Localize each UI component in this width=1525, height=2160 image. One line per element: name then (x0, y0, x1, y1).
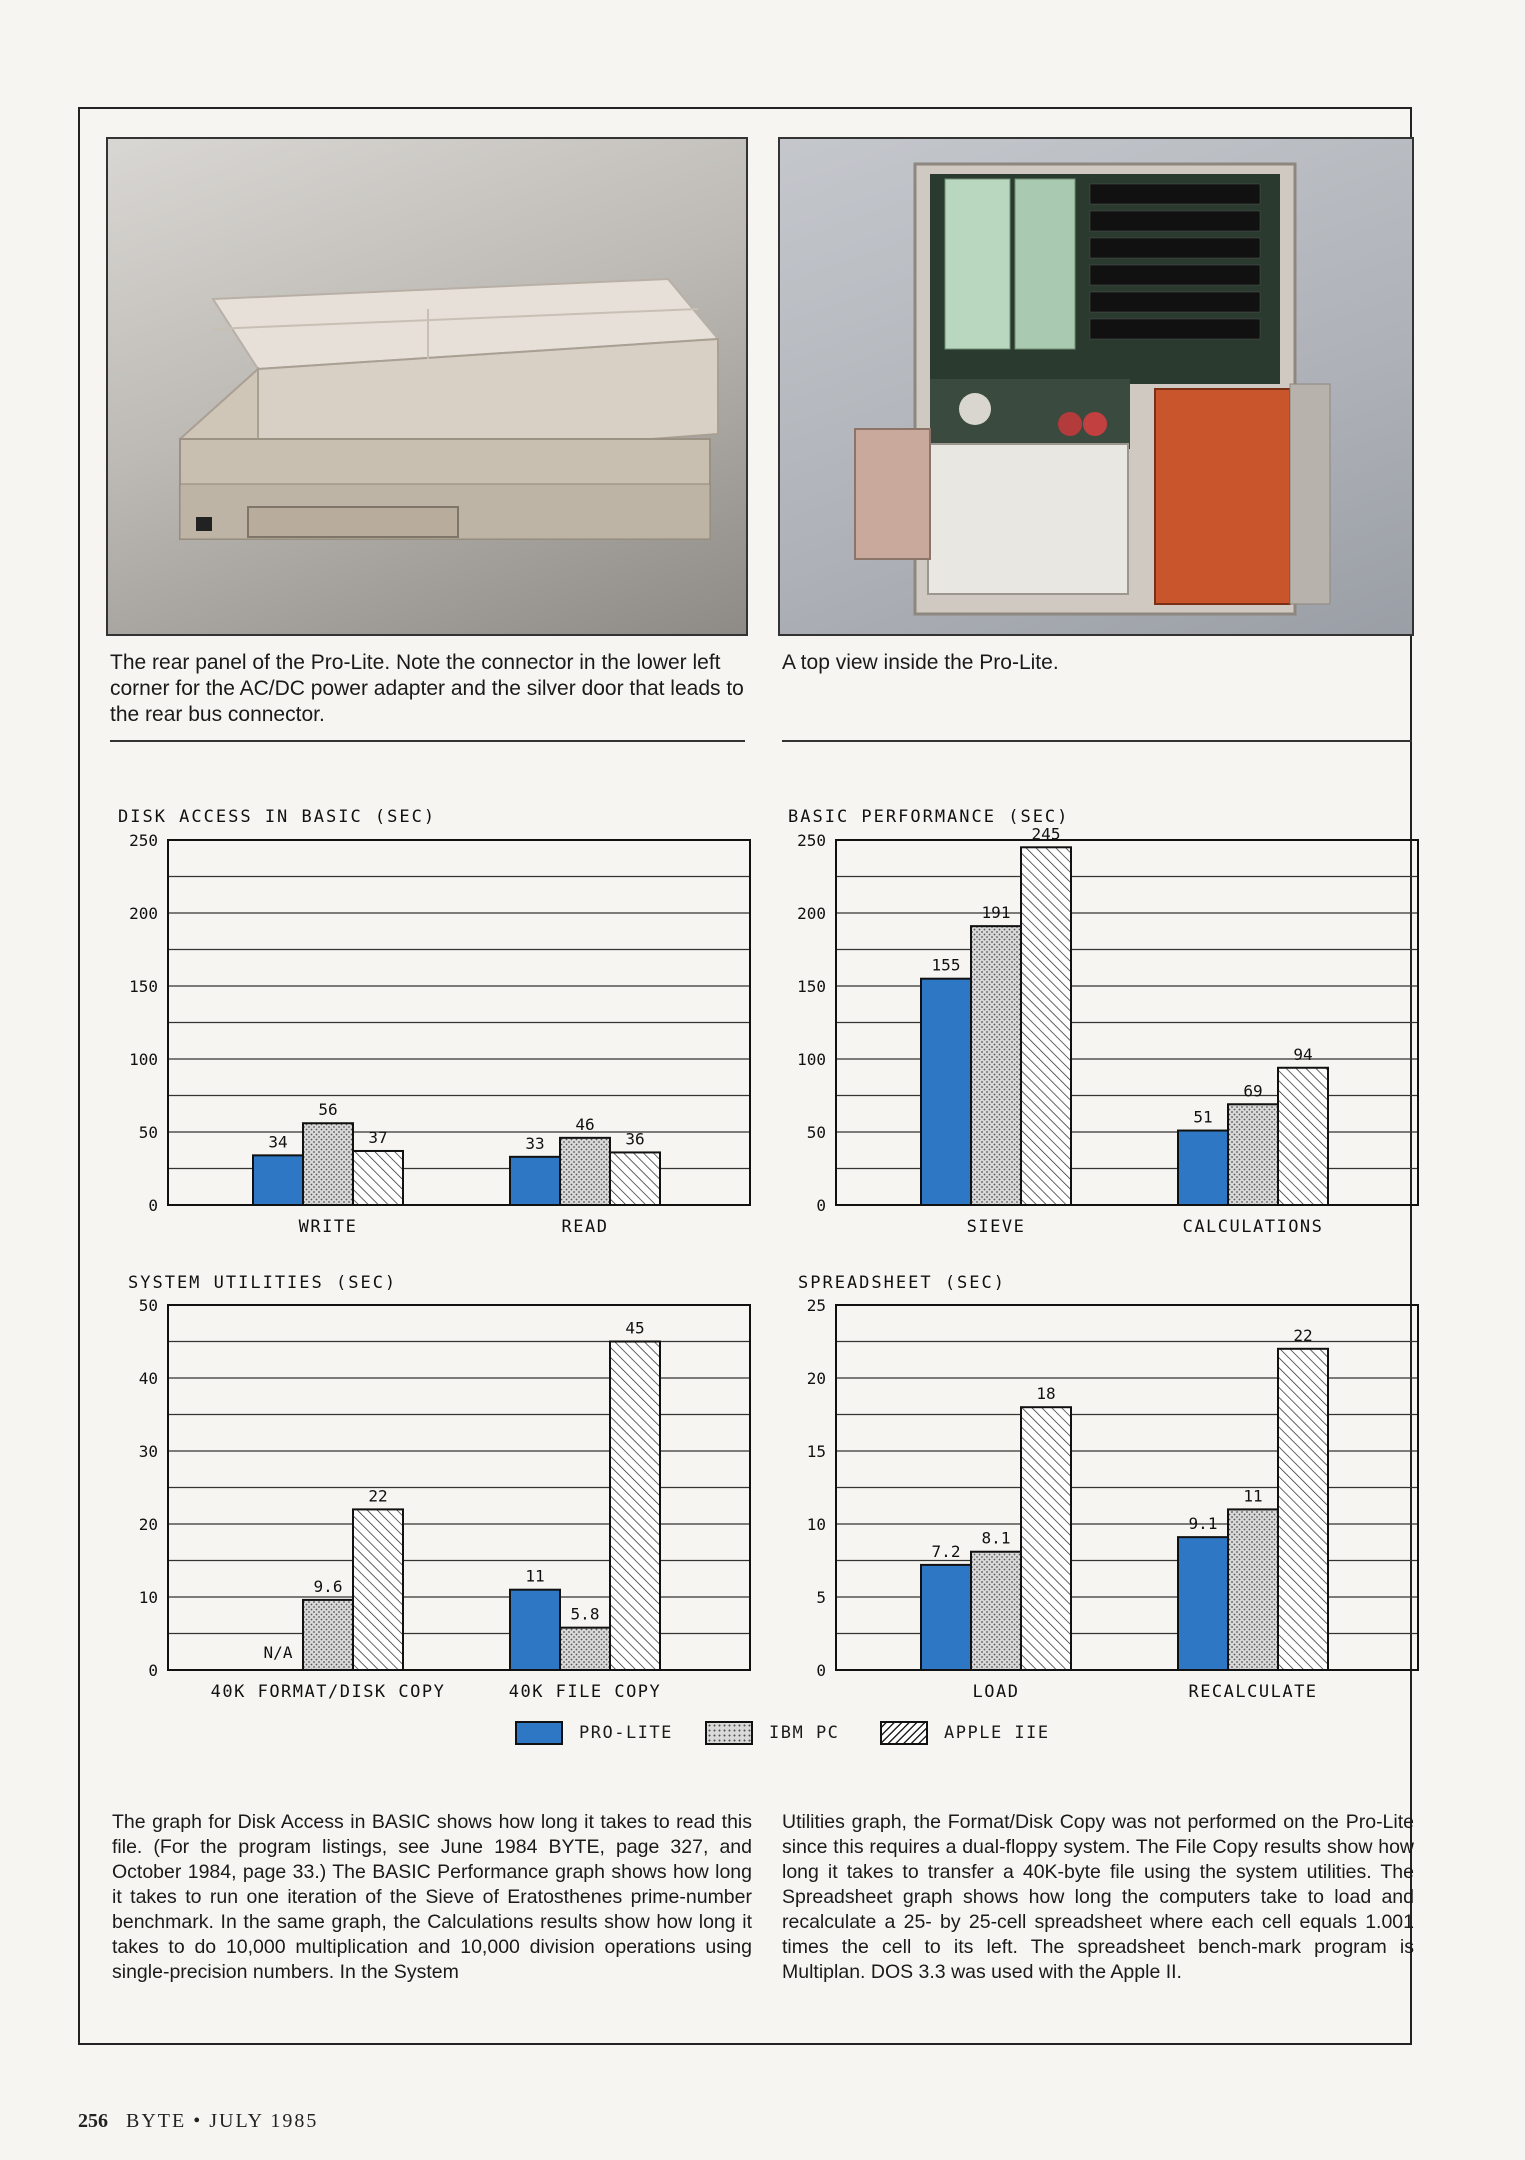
legend-label-apple: APPLE IIE (944, 1723, 1050, 1743)
bar-apple-iie-2 (610, 1152, 660, 1205)
body-text-left: The graph for Disk Access in BASIC shows how long it takes to read this file. (For the program listings, see June 1984 BYTE, page 327, and October 1984, page 33.) The BASIC Performance graph shows how long it takes to run one iteration of the Sieve of Eratosthenes prime-number benchmark. In the same graph, the Calculations results show how long it takes to do 10,000 multiplication and 10,000 division operations using single-precision numbers. In the System (112, 1811, 752, 1983)
data-label-na: N/A (263, 1643, 293, 1662)
inside-top-view-photo (778, 137, 1414, 636)
data-label: 51 (1193, 1107, 1213, 1127)
inside-view-illustration (780, 139, 1412, 634)
page-footer (78, 2110, 318, 2133)
bar-pro-lite-2 (1178, 1537, 1228, 1670)
magazine-issue: BYTE • JULY 1985 (126, 2110, 319, 2132)
y-tick-label: 250 (797, 831, 826, 850)
chart-title-system-utilities: SYSTEM UTILITIES (SEC) (128, 1273, 398, 1293)
data-label: 22 (1293, 1325, 1313, 1345)
y-tick-label: 50 (138, 1296, 158, 1315)
data-label: 191 (981, 903, 1011, 923)
left-photo-caption: The rear panel of the Pro-Lite. Note the connector in the lower left corner for the AC/DC power adapter and the silver door that leads to the rear bus connector. (110, 651, 744, 726)
chart-spreadsheet (778, 1293, 1428, 1703)
legend-item-ibmpc (705, 1720, 839, 1746)
bar-ibm-pc-2 (560, 1628, 610, 1670)
bar-pro-lite-2 (510, 1590, 560, 1670)
y-tick-label: 250 (129, 831, 158, 850)
y-tick-label: 20 (138, 1515, 158, 1534)
data-label: 11 (525, 1566, 545, 1586)
chart-title-disk-access: DISK ACCESS IN BASIC (SEC) (118, 807, 437, 827)
data-label: 11 (1243, 1486, 1263, 1506)
chart-basic-performance (778, 828, 1428, 1238)
data-label: 33 (525, 1133, 545, 1153)
page-number: 256 (78, 2110, 108, 2132)
category-label: READ (561, 1217, 609, 1237)
chart-system-utilities (110, 1293, 760, 1703)
data-label: 18 (1036, 1384, 1056, 1404)
category-label: RECALCULATE (1188, 1682, 1318, 1702)
bar-ibm-pc-1 (303, 1123, 353, 1205)
category-label: WRITE (298, 1217, 358, 1237)
data-label: 94 (1293, 1044, 1313, 1064)
data-label: 34 (268, 1132, 288, 1152)
bar-ibm-pc-2 (1228, 1104, 1278, 1205)
y-tick-label: 0 (148, 1661, 158, 1680)
legend-item-prolite (515, 1720, 673, 1746)
bar-pro-lite-1 (921, 979, 971, 1205)
bar-pro-lite-1 (253, 1155, 303, 1205)
y-tick-label: 0 (816, 1196, 826, 1215)
chart-disk-access-basic (110, 828, 760, 1238)
data-label: 9.1 (1188, 1514, 1218, 1534)
y-tick-label: 0 (816, 1661, 826, 1680)
legend-label-ibmpc: IBM PC (769, 1723, 840, 1743)
bar-pro-lite-2 (510, 1157, 560, 1205)
category-label: LOAD (972, 1682, 1020, 1702)
y-tick-label: 150 (129, 977, 158, 996)
right-photo-caption: A top view inside the Pro-Lite. (782, 651, 1059, 674)
chart-legend (515, 1720, 1075, 1750)
bar-apple-iie-1 (353, 1151, 403, 1205)
y-tick-label: 100 (129, 1050, 158, 1069)
y-tick-label: 100 (797, 1050, 826, 1069)
y-tick-label: 200 (129, 904, 158, 923)
data-label: 56 (318, 1100, 338, 1120)
data-label: 9.6 (313, 1576, 343, 1596)
y-tick-label: 15 (806, 1442, 826, 1461)
rear-panel-photo (106, 137, 748, 636)
legend-swatch-prolite (515, 1721, 563, 1745)
y-tick-label: 10 (806, 1515, 826, 1534)
category-label: CALCULATIONS (1182, 1217, 1324, 1237)
caption-rule-right (782, 740, 1412, 742)
data-label: 5.8 (570, 1604, 600, 1624)
bar-ibm-pc-1 (971, 1552, 1021, 1670)
legend-swatch-apple (880, 1721, 928, 1745)
bar-pro-lite-2 (1178, 1131, 1228, 1205)
category-label: 40K FORMAT/DISK COPY (210, 1682, 446, 1702)
y-tick-label: 25 (806, 1296, 826, 1315)
data-label: 45 (625, 1318, 645, 1338)
y-tick-label: 200 (797, 904, 826, 923)
legend-item-apple (880, 1720, 1050, 1746)
data-label: 22 (368, 1486, 388, 1506)
legend-label-prolite: PRO-LITE (579, 1723, 673, 1743)
category-label: SIEVE (966, 1217, 1026, 1237)
bar-apple-iie-2 (1278, 1349, 1328, 1670)
legend-swatch-ibmpc (705, 1721, 753, 1745)
bar-ibm-pc-2 (560, 1138, 610, 1205)
y-tick-label: 50 (806, 1123, 826, 1142)
body-text-right: Utilities graph, the Format/Disk Copy was not performed on the Pro-Lite since this requires a dual-floppy system. The File Copy results show how long it takes to transfer a 40K-byte file using the system utilities. The Spreadsheet graph shows how long the computers take to load and recalculate a 25- by 25-cell spreadsheet where each cell equals 1.001 times the cell to its left. The spreadsheet bench-mark program is Multiplan. DOS 3.3 was used with the Apple II. (782, 1811, 1414, 1983)
chart-title-basic-performance: BASIC PERFORMANCE (SEC) (788, 807, 1070, 827)
bar-apple-iie-1 (353, 1509, 403, 1670)
category-label: 40K FILE COPY (508, 1682, 662, 1702)
data-label: 7.2 (931, 1541, 961, 1561)
data-label: 245 (1031, 828, 1061, 844)
bar-apple-iie-2 (1278, 1068, 1328, 1205)
y-tick-label: 10 (138, 1588, 158, 1607)
bar-apple-iie-1 (1021, 847, 1071, 1205)
bar-ibm-pc-1 (303, 1600, 353, 1670)
bar-ibm-pc-1 (971, 926, 1021, 1205)
y-tick-label: 40 (138, 1369, 158, 1388)
caption-rule-left (110, 740, 745, 742)
data-label: 69 (1243, 1081, 1263, 1101)
y-tick-label: 0 (148, 1196, 158, 1215)
y-tick-label: 20 (806, 1369, 826, 1388)
data-label: 46 (575, 1114, 595, 1134)
bar-ibm-pc-2 (1228, 1509, 1278, 1670)
bar-apple-iie-1 (1021, 1407, 1071, 1670)
y-tick-label: 30 (138, 1442, 158, 1461)
y-tick-label: 5 (816, 1588, 826, 1607)
y-tick-label: 150 (797, 977, 826, 996)
data-label: 155 (931, 955, 961, 975)
bar-apple-iie-2 (610, 1342, 660, 1671)
bar-pro-lite-1 (921, 1565, 971, 1670)
y-tick-label: 50 (138, 1123, 158, 1142)
data-label: 36 (625, 1129, 645, 1149)
data-label: 37 (368, 1127, 388, 1147)
chart-title-spreadsheet: SPREADSHEET (SEC) (798, 1273, 1006, 1293)
rear-panel-illustration (108, 139, 746, 634)
data-label: 8.1 (981, 1528, 1011, 1548)
